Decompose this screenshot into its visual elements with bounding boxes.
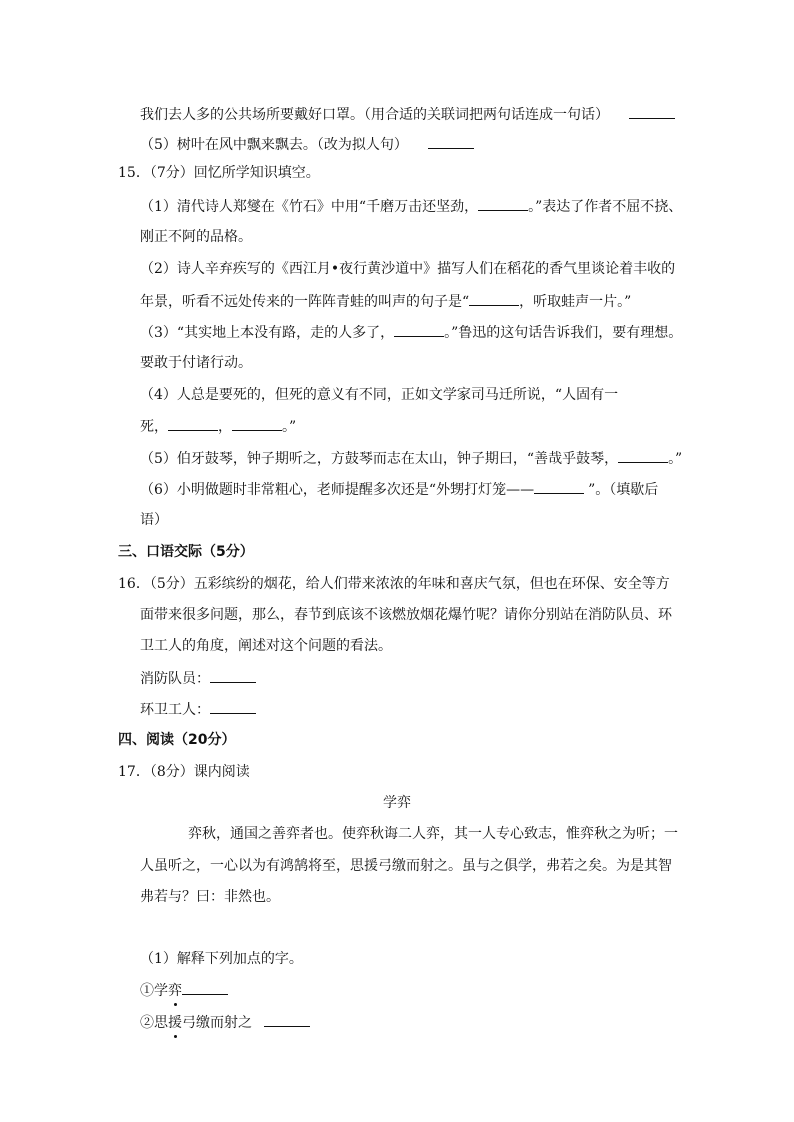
question-16-line1: 16．（5分）五彩缤纷的烟花，给人们带来浓浓的年味和喜庆气氛，但也在环保、安全等方 xyxy=(118,576,670,592)
answer-blank[interactable] xyxy=(394,322,444,337)
answer-blank[interactable] xyxy=(478,196,528,211)
section-3-heading: 三、口语交际（5分） xyxy=(118,544,254,560)
q15-item4-line1: （4）人总是要死的，但死的意义有不同，正如文学家司马迁所说，“人固有一 xyxy=(140,387,619,403)
question-16-line2: 面带来很多问题，那么，春节到底该不该燃放烟花爆竹呢？请你分别站在消防队员、环 xyxy=(140,607,672,623)
explain-item-1: ①学弈 xyxy=(140,980,228,1001)
question-16-line3: 卫工人的角度，阐述对这个问题的看法。 xyxy=(140,638,392,654)
q15-item6-line1: （6）小明做题时非常粗心，老师提醒多次还是“外甥打灯笼—— ”。（填歇后 xyxy=(140,479,658,500)
q15-item6-line2: 语） xyxy=(140,512,168,528)
q15-item4-line2: 死， ， 。” xyxy=(140,416,296,437)
sentence-combine-line: 我们去人多的公共场所要戴好口罩。（用合适的关联词把两句话连成一句话） xyxy=(140,104,675,125)
answer-blank[interactable] xyxy=(428,134,474,149)
q15-item2-line1: （2）诗人辛弃疾写的《西江月•夜行黄沙道中》描写人们在稻花的香气里谈论着丰收的 xyxy=(140,261,676,277)
answer-blank[interactable] xyxy=(210,699,256,714)
passage-title: 学弈 xyxy=(383,795,411,811)
answer-blank[interactable] xyxy=(232,416,282,431)
question-15-title: 15．（7分）回忆所学知识填空。 xyxy=(118,165,320,181)
answer-blank[interactable] xyxy=(210,668,256,683)
answer-blank[interactable] xyxy=(168,416,218,431)
answer-blank[interactable] xyxy=(469,291,519,306)
q15-item1-line1: （1）清代诗人郑燮在《竹石》中用“千磨万击还坚劲， 。”表达了作者不屈不挠、 xyxy=(140,196,682,217)
passage-line-3: 弗若与？曰：非然也。 xyxy=(140,889,280,905)
sanitation-worker-answer-line: 环卫工人： xyxy=(140,699,256,720)
question-5-line: （5）树叶在风中飘来飘去。（改为拟人句） xyxy=(140,134,474,155)
q15-item1-line2: 刚正不阿的品格。 xyxy=(140,229,252,245)
q15-item2-line2: 年景，听看不远处传来的一阵阵青蛙的叫声的句子是“ ，听取蛙声一片。” xyxy=(140,291,631,312)
answer-blank[interactable] xyxy=(534,479,584,494)
section-4-heading: 四、阅读（20分） xyxy=(118,732,236,748)
sub-question-1: （1）解释下列加点的字。 xyxy=(140,951,303,967)
passage-line-1: 弈秋，通国之善弈者也。使弈秋诲二人弈，其一人专心致志，惟弈秋之为听；一 xyxy=(188,826,678,842)
q15-item3-line1: （3）“其实地上本没有路，走的人多了， 。”鲁迅的这句话告诉我们，要有理想。 xyxy=(140,322,682,343)
emphasized-char: 援 xyxy=(168,1015,182,1031)
answer-blank[interactable] xyxy=(629,104,675,119)
firefighter-answer-line: 消防队员： xyxy=(140,668,256,689)
answer-blank[interactable] xyxy=(264,1012,310,1027)
passage-line-2: 人虽听之，一心以为有鸿鹄将至，思援弓缴而射之。虽与之俱学，弗若之矣。为是其智 xyxy=(140,858,672,874)
explain-item-2: ②思援弓缴而射之 xyxy=(140,1012,310,1033)
q15-item3-line2: 要敢于付诸行动。 xyxy=(140,355,252,371)
answer-blank[interactable] xyxy=(182,980,228,995)
question-17-title: 17．（8分）课内阅读 xyxy=(118,764,250,780)
q15-item5-line: （5）伯牙鼓琴，钟子期听之，方鼓琴而志在太山，钟子期曰，“善哉乎鼓琴， 。” xyxy=(140,448,682,469)
emphasized-char: 弈 xyxy=(168,983,182,999)
answer-blank[interactable] xyxy=(618,448,668,463)
